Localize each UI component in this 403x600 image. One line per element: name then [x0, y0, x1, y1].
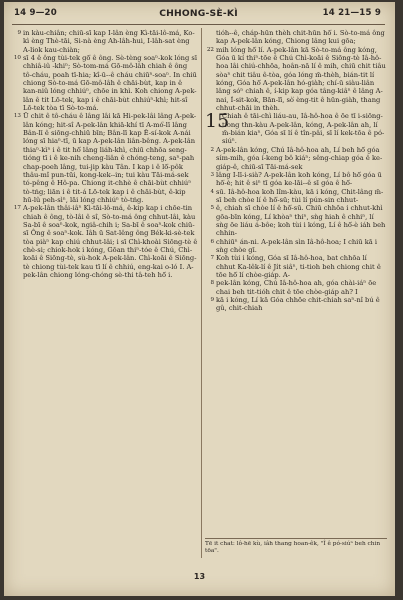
book-title: CHHONG-SÈ-KÌ	[159, 8, 238, 19]
verse-number: 6	[210, 238, 214, 245]
header-left-reference: 14 9—20	[14, 8, 57, 18]
verse-number: 8	[210, 280, 214, 287]
verse-text: lâng I-lī-i-sià? A-pek-lân koh kóng, Lí bô hō͘ góa ū hō͘-è; hit ê siⁿ tī góa ke-lāi--ê sī góa ê hō͘-	[216, 170, 382, 188]
verse-text: sī 4 ê ông tùi-tek gō͘ ê ông. Sè-tèng soaⁿ-kok lóng sī chhiâ-iû -khiⁿ; Sò-tom-má Gō-mô-lâh chiah ê ông tô-cháu, poah tī-hia; kî-ū--ê cháu chiūⁿ-soaⁿ. In chiū chiong Sò-to-má Gō-mô-lâh ê chāi-bùt, kap in ê kan-niû lóng chhiúⁿ, chōe in khì. Koh chiong A-pek-lân ê tit Lō-tek, kap i ê chāi-bùt chhiúⁿ-khì; hit-sî Lō-tek tòa tī Sò-to-má.	[23, 54, 197, 113]
verse	[205, 46, 387, 113]
verse	[205, 254, 387, 279]
verse-number: 9	[17, 30, 21, 36]
verse-text: A-pek-lân kóng, Chú Iâ-hô-hoa ah, Lí beh hō͘ góa sím-mih, góa í-keng bô kiáⁿ; sêng-chiap góa ê ke-giáp-ê, chiū-sī Tāi-má-sek	[216, 145, 383, 171]
verse-text: ê, chiah sī chòe lí ê hō͘-sū. Chiū chhōa i chhut-khì gōa-bīn kóng, Lí khòaⁿ thiⁿ, sǹg hiah ê chhiⁿ, lí sǹg ōe liáu á-bôe; koh tùi i kóng, Lí ê hō͘-è iáh beh chhin-	[216, 204, 386, 238]
verse-text: kā i kóng, Lí kā Góa chhōe chit-chiah saⁿ-nî bú ê gû, chit-chiah	[216, 296, 380, 313]
page-number: 13	[193, 572, 206, 581]
verse	[12, 29, 198, 54]
verse-text: mih lóng hō͘ lí. A-pek-lân kā Sò-to-má ông kóng, Góa ū kí thiⁿ-tōe ê Chú Chì-koāi ê Siōng-tè Iâ-hô-hoa lâi chiú-chhōa, hoân-nā lí ê mih, chiū chit tiâu sòaⁿ chit tiâu ê-tòa, góa lóng m̄-thèh, bián-tit lí kóng, Góa hō͘ A-pek-lân hó-giàh; chí-ū siàu-liân lâng sóⁿ chiah ê, í-kip kap góa tâng-kiâⁿ ê lâng A-nai, Í-sit-kok, Bān-lī, sò͘ èng-tit ê hūn-giàh, thang chhut-chāi in thèh.	[216, 45, 386, 113]
header-rule	[12, 24, 385, 25]
verse-text: Ū chit ê tô-cháu ê lâng lâi kā Hi-pek-lâi lâng A-pek-lân kóng; hit-sî A-pek-lân khiā-khí tī A-mó͘-lī lâng Bân-lī ê siōng-chhiū bīn; Bân-lī kap Ê-sí-kok A-nái lóng sī hiaⁿ-tī, ū kap A-pek-lân liân-bêng. A-pek-lân thiaⁿ-kìⁿ i ê tit hō͘ lâng liáh-khì, chiū chhōa seng-tióng tī i ê ke-nih cheng-liân ê chóng-teng, saⁿ-pah chap-poeh lâng, tui-jip kàu Tân. I kap i ê lō͘-pôk thâu-mî pun-tūi, kong-kek--in; tui kàu Tāi-má-sek tó-pêng ê Hô-pa. Chiong it-chhè ê chāi-bùt chhiúⁿ tò-tńg; liān i ê tit-á Lō-tek kap i ê chāi-bùt, ê-kip hū-lû peh-sìⁿ, lāi lóng chhiúⁿ tò-tńg.	[23, 112, 197, 204]
verse-number: 17	[13, 205, 21, 212]
left-column	[12, 29, 198, 279]
verse-text: Chiah ê tāi-chì liáu-au, Iâ-hô-hoa ê ōe tī i-siōng-tiong thn-kàu A-pek-lân, kóng, A-pek-lân ah, lí m̄-bián kiaⁿ, Góa sī lí ê tîn-pâi, sī lí kek-tōa ê pó-siúⁿ.	[222, 112, 385, 146]
chapter-number: 15	[205, 110, 230, 133]
verse	[205, 279, 387, 296]
verse-number: 10	[13, 55, 21, 62]
verse-text: pek-lân kóng, Chú Iâ-hô-hoa ah, góa chài-iáⁿ ōe chai beh tit-tióh chit ê tōe chòe-giáp ah? I	[216, 279, 377, 296]
verse-text: chhiūⁿ án-ni. A-pek-lân sìn Iâ-hô-hoa; I chiū kā i sǹg chòe gī.	[216, 237, 378, 254]
verse-text: in kàu-chiân; chiū-sī kap I-lân èng Kì-tāi-lô-má, Ko-kì èng Thè-tāi, Si-nà èng Ah-lâh-hui, I-lâh-sat èng A-liok kau-chiàn;	[23, 29, 195, 54]
verse	[12, 54, 198, 112]
running-header	[10, 8, 387, 24]
verse-text: A-pek-lân thâi-iâⁿ Kì-tāi-lô-má, ê-kip kap i chōe-tin chiah ê ông, tò-lâi ê sî, Sò-to-má ông chhut-lâi, kàu Sa-bī ê soaⁿ-kok, ngiâ-chih i; Sa-bī ê soaⁿ-kok chiū-sī Ông ê soaⁿ-kok. Iâh ū Sat-lêng ông Bék-ki-sè-tek tòa piàⁿ kap chiú chhut-lâi; i sī Chì-khoài Siōng-tè ê chè-si; chiok-hok i kóng, Gōan thiⁿ-tóe ê Chú, Chì-koāi ê Siōng-tè, sù-hok A-pek-lân. Chì-koāi ê Siōng-tè chiong tùi-tek kau tī lí ê chhiú, eng-kai o-ló I. A-pek-lân chiong lóng-chóng sè-thi tâ-teh hō͘ i.	[23, 204, 198, 279]
verse-text: Koh tùi i kóng, Góa sī Iâ-hô-hoa, bat chhōa lí chhut Ka-lêk-lí ê Ji̍t siâⁿ, ti-tioh beh chiong chit ê tōe hō͘ lí chòe-giáp. A-	[216, 254, 381, 279]
verse-number: 13	[13, 113, 21, 120]
verse-number: 2	[210, 146, 214, 153]
verse	[205, 146, 387, 171]
verse	[205, 29, 387, 46]
verse-number: 3	[210, 171, 214, 178]
verse	[205, 238, 387, 255]
verse-number: 5	[210, 205, 214, 212]
verse-number: 22	[206, 46, 214, 53]
verse-number: 9	[210, 297, 214, 303]
verse-number: 7	[210, 255, 214, 262]
chapter-start	[205, 112, 387, 145]
verse	[205, 188, 387, 205]
scripture-page	[4, 2, 395, 596]
verse-text: tióh--ê, cháp-hūn thèh chit-hūn hō͘ i. Sò-to-má ông kap A-pek-lân kóng, Chiong lâng kui gōa;	[216, 29, 385, 46]
verse	[205, 171, 387, 188]
verse	[205, 296, 387, 313]
verse-number: 4	[210, 188, 214, 195]
verse	[205, 204, 387, 237]
verse-text: sū. Iâ-hô-hoa koh lîm-kàu, kā i kóng, Chit-lâng m̄-sī beh chòe lí ê hō͘-sū; tùi lí pún-sin chhut-	[216, 187, 384, 204]
verse	[12, 112, 198, 204]
column-divider	[201, 28, 202, 558]
verse	[12, 204, 198, 279]
footnote: Tē it chat: lô-hē kù, iâh thang hoan-êk, "Î ê pó-siúⁿ beh chin tōa".	[205, 538, 387, 555]
right-column	[205, 29, 387, 313]
header-right-reference: 14 21—15 9	[322, 8, 381, 18]
